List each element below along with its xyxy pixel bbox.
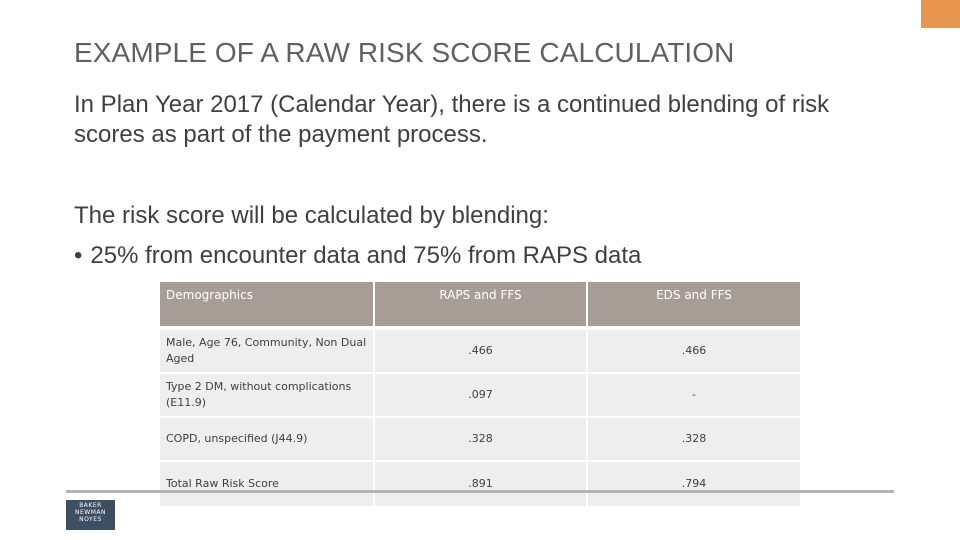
blending-paragraph: The risk score will be calculated by blending: [74,202,549,229]
eds-value: - [587,373,800,417]
header-demographics: Demographics [160,282,374,328]
raps-value: .328 [374,417,587,461]
eds-value: .466 [587,328,800,373]
header-eds-ffs: EDS and FFS [587,282,800,328]
intro-paragraph: In Plan Year 2017 (Calendar Year), there is a continued blending of risk scores as part of the payment process. [74,91,830,148]
raps-value: .097 [374,373,587,417]
company-logo [66,500,115,530]
row-label: Male, Age 76, Community, Non Dual Aged [160,328,374,373]
table-header-row [160,282,800,328]
eds-value: .794 [587,461,800,506]
table-row [160,328,800,373]
slide-title: EXAMPLE OF A RAW RISK SCORE CALCULATION [74,37,735,68]
row-label: COPD, unspecified (J44.9) [160,417,374,461]
logo-line-1: BAKER [79,502,102,509]
table-row [160,373,800,417]
row-label: Type 2 DM, without complications (E11.9) [160,373,374,417]
logo-line-3: NOYES [79,516,102,523]
raps-value: .466 [374,328,587,373]
table-row-total [160,461,800,506]
footer-divider [66,490,894,493]
row-label: Total Raw Risk Score [160,461,374,506]
logo-line-2: NEWMAN [75,509,106,516]
corner-accent-box [921,0,960,28]
bullet-icon: • [74,242,83,269]
header-raps-ffs: RAPS and FFS [374,282,587,328]
raps-value: .891 [374,461,587,506]
bullet-text: 25% from encounter data and 75% from RAPS data [90,242,642,269]
risk-score-table [160,282,800,506]
eds-value: .328 [587,417,800,461]
table-row [160,417,800,461]
blending-bullet [74,241,641,271]
